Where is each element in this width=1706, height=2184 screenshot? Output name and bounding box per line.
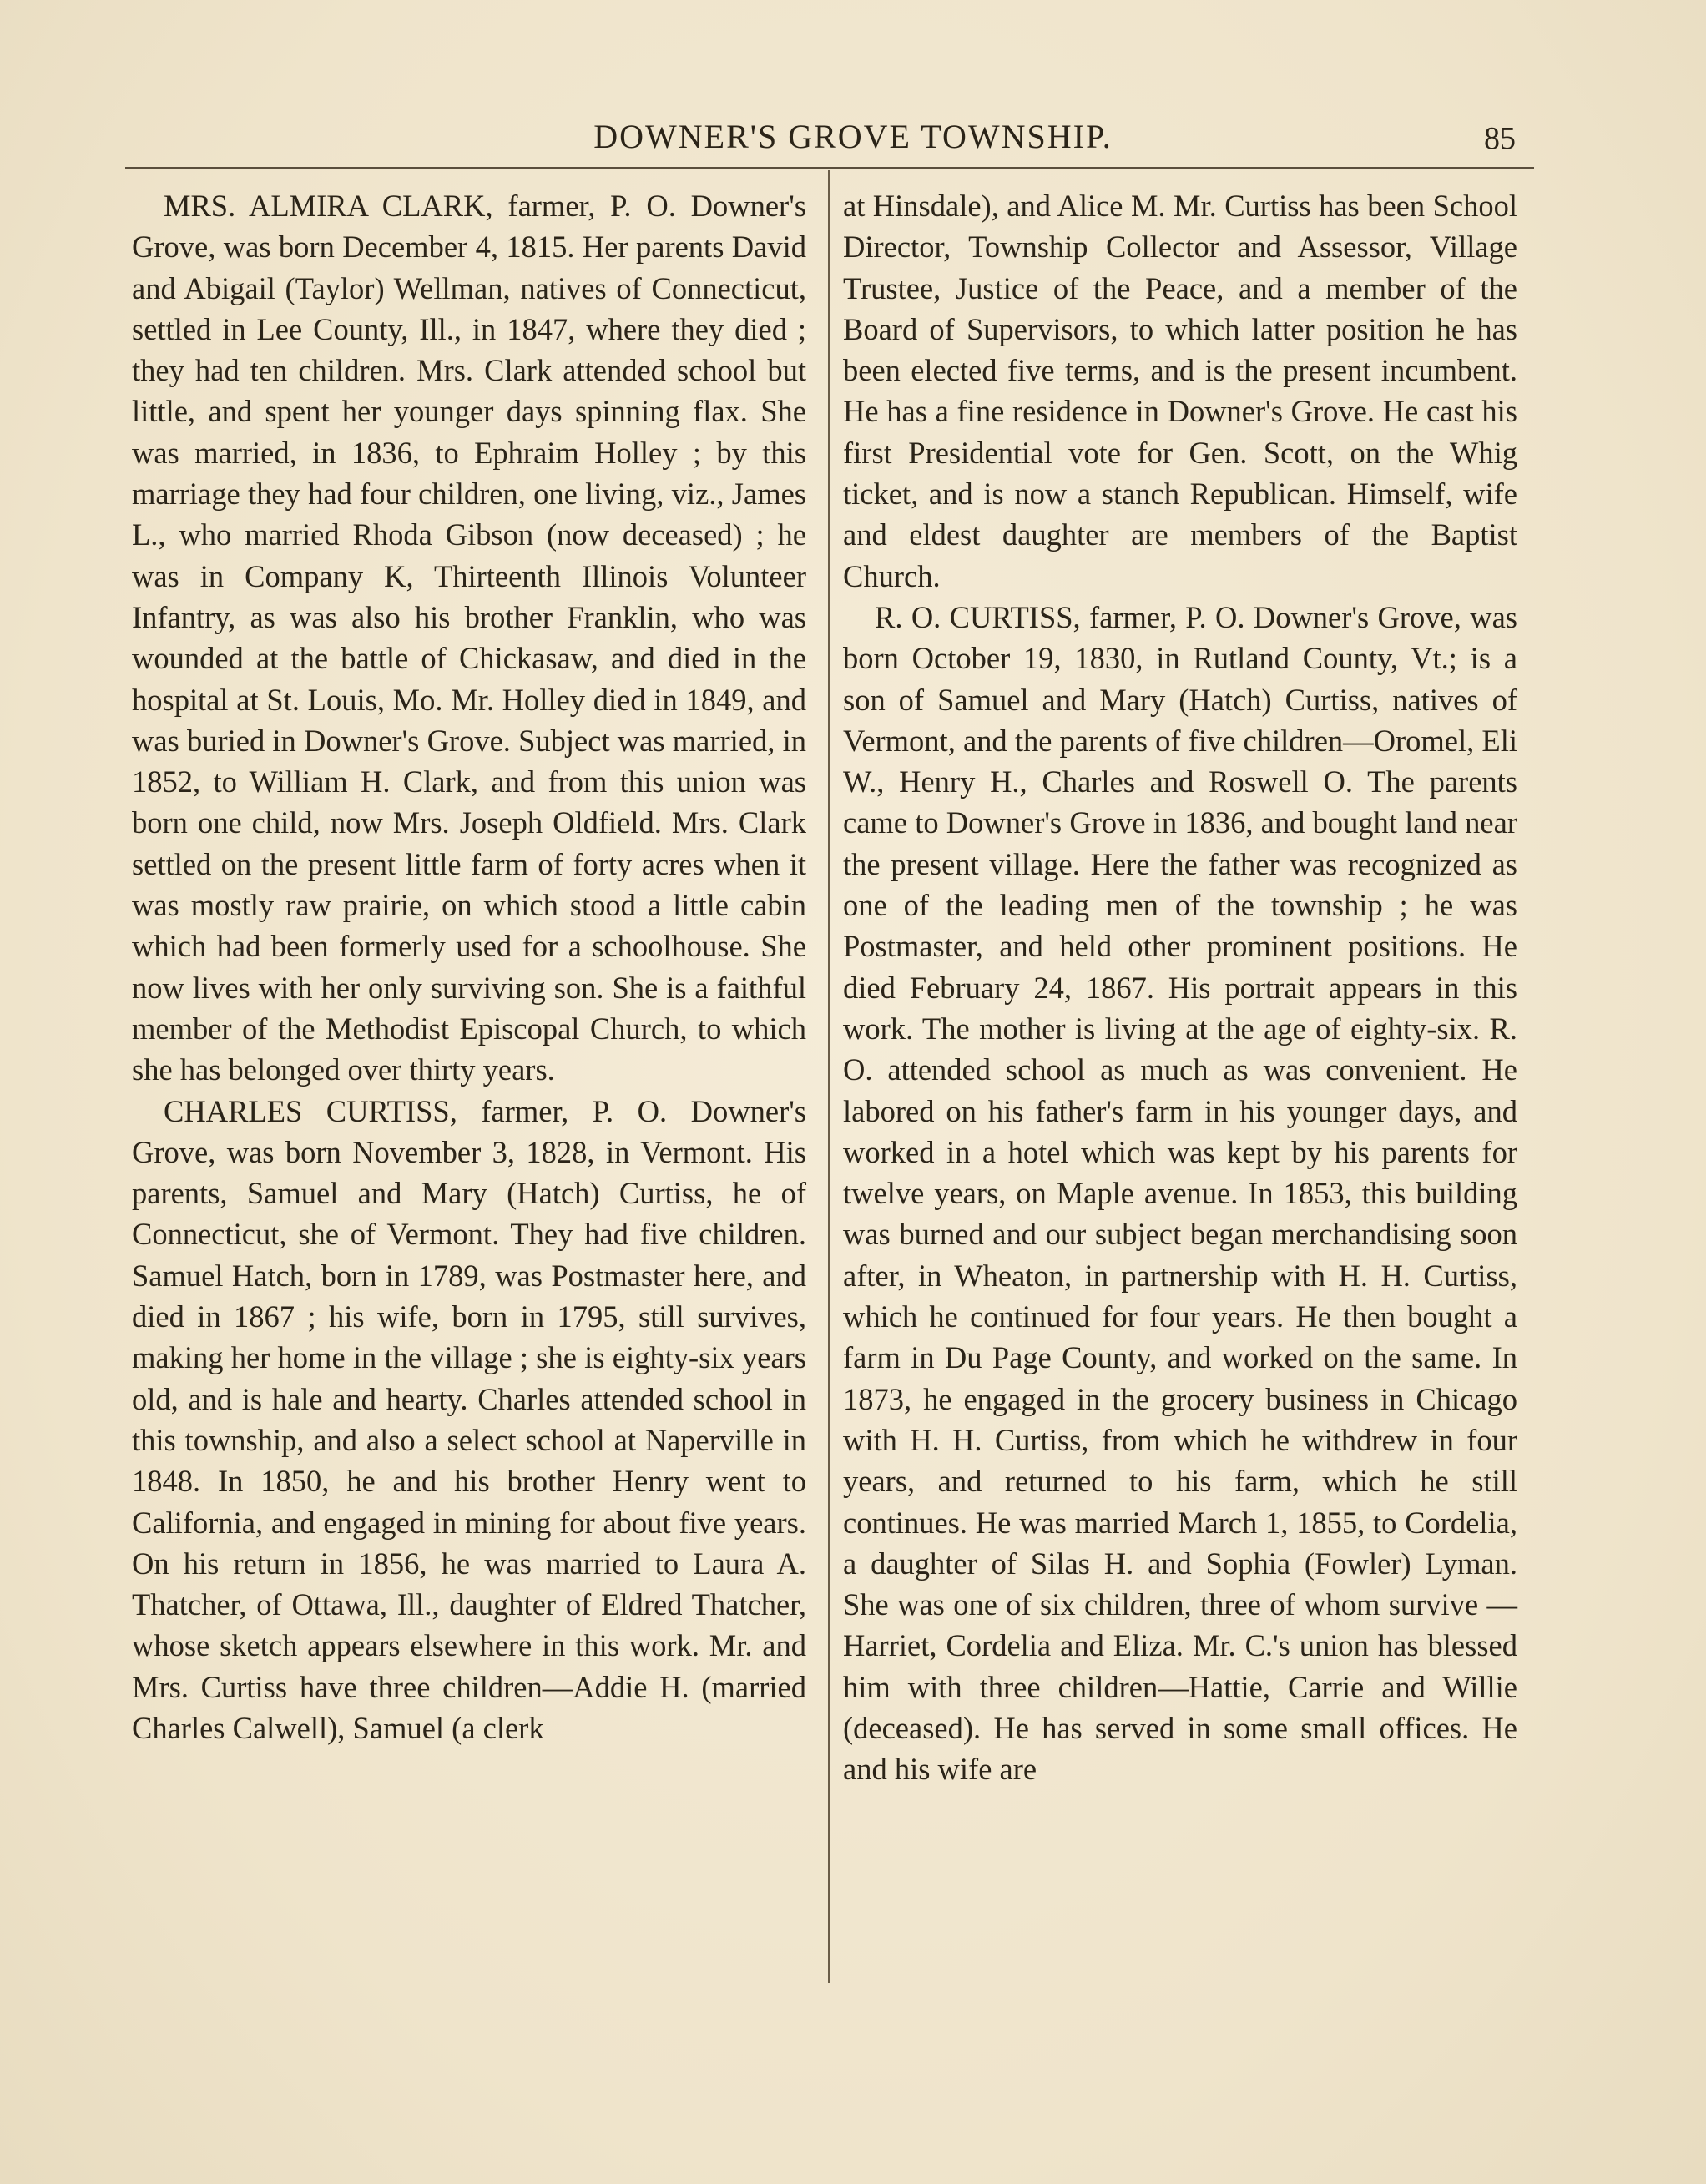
biography-charles-curtiss-continued: at Hinsdale), and Alice M. Mr. Curtiss has been School Director, Township Collector and Assessor, Village Trustee, Justice of the Peace, and a member of the Board of Supervisors, to which latter position he has been elected five terms, and is the present incumbent. He has a fine residence in Downer's Grove. He cast his first Presidential vote for Gen. Scott, on the Whig ticket, and is now a stanch Republican. Himself, wife and eldest daughter are members of the Baptist Church. xyxy=(843,189,1517,593)
header-rule xyxy=(125,167,1534,169)
left-column xyxy=(132,185,806,1748)
column-divider xyxy=(828,170,830,1983)
right-column xyxy=(843,185,1517,1790)
page-header xyxy=(0,117,1706,167)
biography-charles-curtiss: CHARLES CURTISS, farmer, P. O. Downer's Grove, was born November 3, 1828, in Vermont. His parents, Samuel and Mary (Hatch) Curtiss, he of Connecticut, she of Vermont. They had five children. Samuel Hatch, born in 1789, was Postmaster here, and died in 1867 ; his wife, born in 1795, still survives, making her home in the village ; she is eighty-six years old, and is hale and hearty. Charles attended school in this township, and also a select school at Naperville in 1848. In 1850, he and his brother Henry went to California, and engaged in mining for about five years. On his return in 1856, he was married to Laura A. Thatcher, of Ottawa, Ill., daughter of Eldred Thatcher, whose sketch appears elsewhere in this work. Mr. and Mrs. Curtiss have three children—Addie H. (married Charles Calwell), Samuel (a clerk xyxy=(132,1093,806,1745)
page-number: 85 xyxy=(1484,121,1516,156)
biography-almira-clark: MRS. ALMIRA CLARK, farmer, P. O. Downer's Grove, was born December 4, 1815. Her parents David and Abigail (Taylor) Wellman, natives of Connecticut, settled in Lee County, Ill., in 1847, where they died ; they had ten children. Mrs. Clark attended school but little, and spent her younger days spinning flax. She was married, in 1836, to Ephraim Holley ; by this marriage they had four children, one living, viz., James L., who married Rhoda Gibson (now deceased) ; he was in Company K, Thirteenth Illinois Volunteer Infantry, as was also his brother Franklin, who was wounded at the battle of Chickasaw, and died in the hospital at St. Louis, Mo. Mr. Holley died in 1849, and was buried in Downer's Grove. Subject was married, in 1852, to William H. Clark, and from this union was born one child, now Mrs. Joseph Oldfield. Mrs. Clark settled on the present little farm of forty acres when it was mostly raw prairie, on which stood a little cabin which had been formerly used for a schoolhouse. She now lives with her only surviving son. She is a faithful member of the Methodist Episcopal Church, to which she has belonged over thirty years. xyxy=(132,189,806,1087)
running-title: DOWNER'S GROVE TOWNSHIP. xyxy=(593,118,1113,155)
biography-ro-curtiss: R. O. CURTISS, farmer, P. O. Downer's Grove, was born October 19, 1830, in Rutland County, Vt.; is a son of Samuel and Mary (Hatch) Curtiss, natives of Vermont, and the parents of five children—Oromel, Eli W., Henry H., Charles and Roswell O. The parents came to Downer's Grove in 1836, and bought land near the present village. Here the father was recognized as one of the leading men of the township ; he was Postmaster, and held other prominent positions. He died February 24, 1867. His portrait appears in this work. The mother is living at the age of eighty-six. R. O. attended school as much as was convenient. He labored on his father's farm in his younger days, and worked in a hotel which was kept by his parents for twelve years, on Maple avenue. In 1853, this building was burned and our subject began merchandising soon after, in Wheaton, in partnership with H. H. Curtiss, which he continued for four years. He then bought a farm in Du Page County, and worked on the same. In 1873, he engaged in the grocery business in Chicago with H. H. Curtiss, from which he withdrew in four years, and returned to his farm, which he still continues. He was married March 1, 1855, to Cordelia, a daughter of Silas H. and Sophia (Fowler) Lyman. She was one of six children, three of whom survive —Harriet, Cordelia and Eliza. Mr. C.'s union has blessed him with three children—Hattie, Carrie and Willie (deceased). He has served in some small offices. He and his wife are xyxy=(843,599,1517,1787)
